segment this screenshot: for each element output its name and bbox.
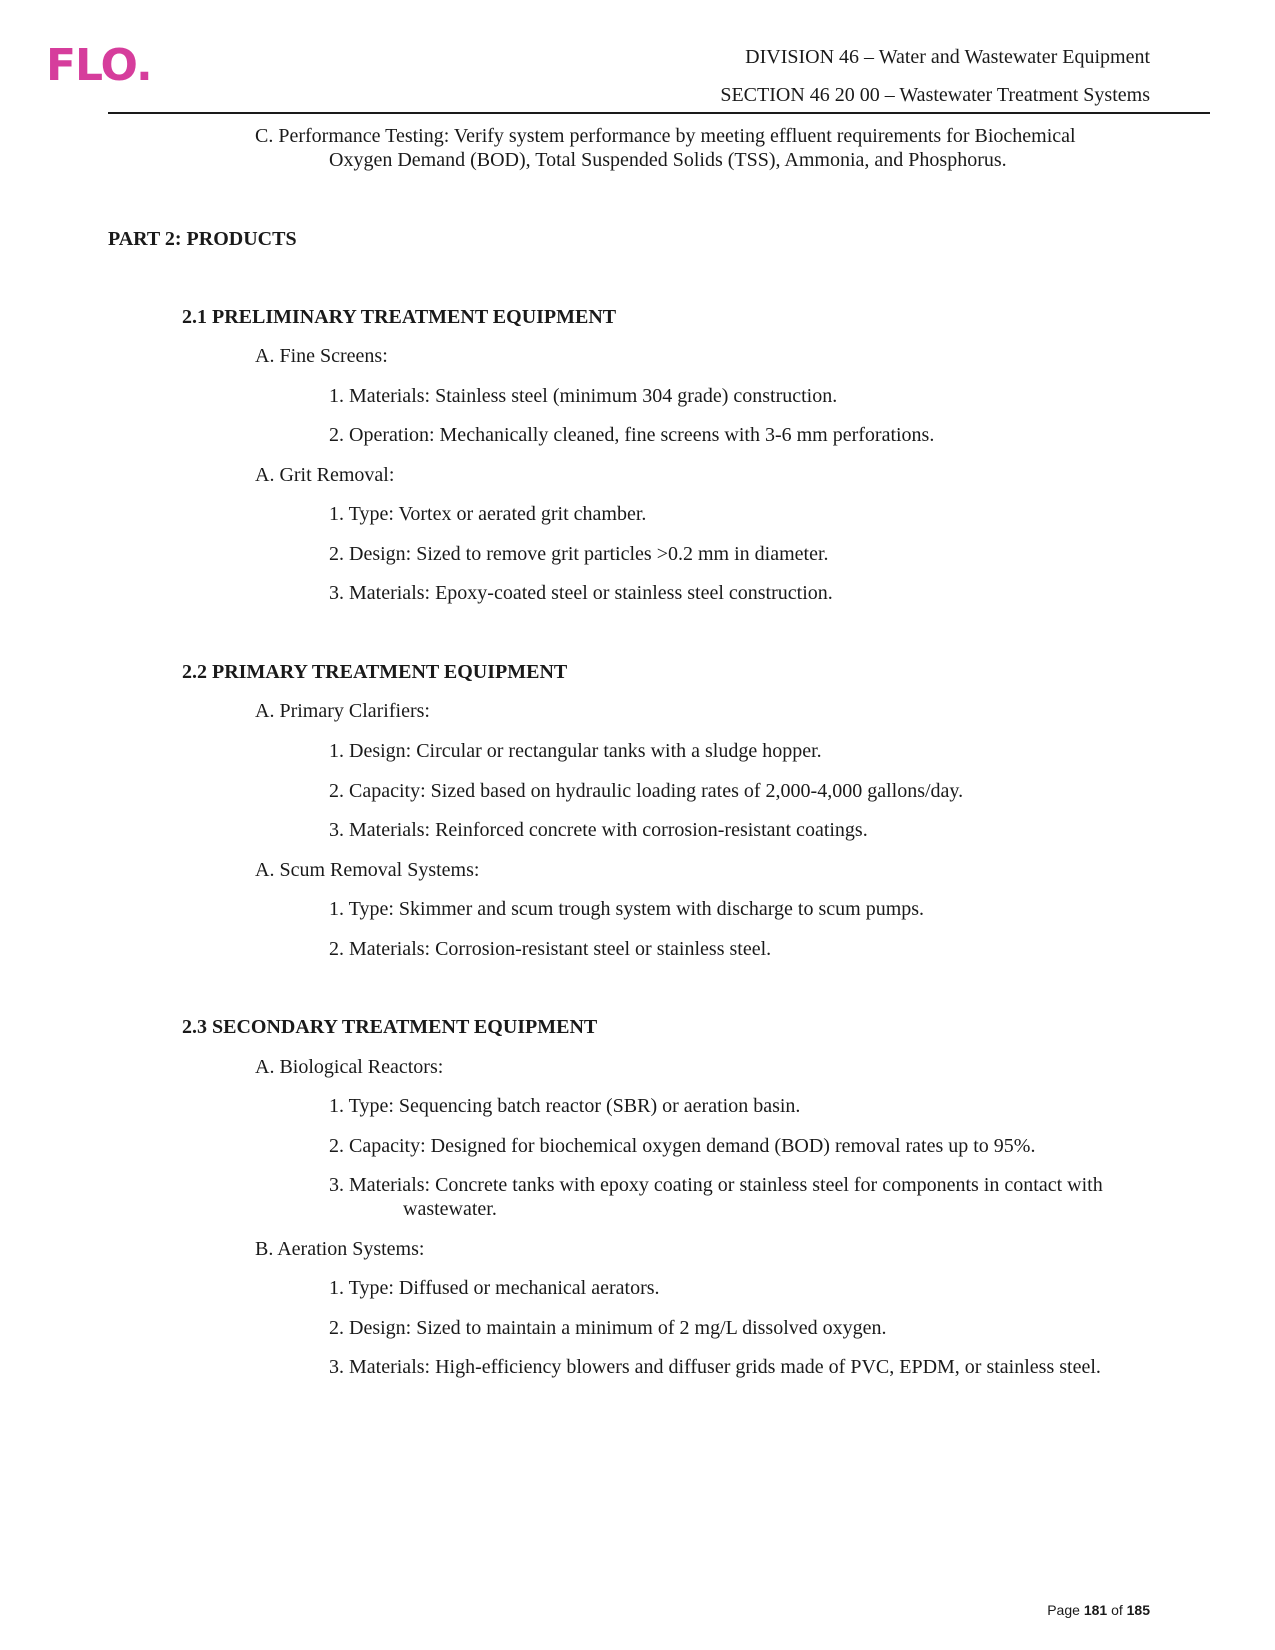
page-number [1047, 1603, 1150, 1617]
list-item: 2. Capacity: Sized based on hydraulic loading rates of 2,000-4,000 gallons/day. [329, 780, 964, 802]
subsection-label: A. Fine Screens: [255, 345, 388, 367]
subsection-label: A. Biological Reactors: [255, 1056, 444, 1078]
subsection-label: B. Aeration Systems: [255, 1238, 425, 1260]
list-item: 3. Materials: Reinforced concrete with corrosion-resistant coatings. [329, 819, 868, 841]
page-word: Page [1047, 1602, 1080, 1618]
list-item: 3. Materials: Concrete tanks with epoxy coating or stainless steel for components in contact with [329, 1174, 1103, 1196]
subsection-label: A. Grit Removal: [255, 464, 395, 486]
total-pages: 185 [1126, 1602, 1150, 1618]
list-item-continuation: wastewater. [403, 1198, 497, 1220]
list-item: 1. Type: Diffused or mechanical aerators. [329, 1277, 660, 1299]
subsection-label: A. Primary Clarifiers: [255, 700, 430, 722]
division-header: DIVISION 46 – Water and Wastewater Equipment [745, 46, 1150, 68]
section-heading: 2.3 SECONDARY TREATMENT EQUIPMENT [182, 1016, 598, 1038]
section-heading: 2.2 PRIMARY TREATMENT EQUIPMENT [182, 661, 568, 683]
section-heading: 2.1 PRELIMINARY TREATMENT EQUIPMENT [182, 306, 617, 328]
list-item: 1. Materials: Stainless steel (minimum 304 grade) construction. [329, 385, 838, 407]
performance-testing-line-1: C. Performance Testing: Verify system performance by meeting effluent requirements for Biochemical [255, 125, 1076, 147]
list-item: 3. Materials: High-efficiency blowers and diffuser grids made of PVC, EPDM, or stainless steel. [329, 1356, 1101, 1378]
list-item: 2. Operation: Mechanically cleaned, fine screens with 3-6 mm perforations. [329, 424, 935, 446]
list-item: 2. Materials: Corrosion-resistant steel or stainless steel. [329, 938, 772, 960]
flo-logo: FLO. [46, 40, 152, 91]
list-item: 1. Type: Vortex or aerated grit chamber. [329, 503, 647, 525]
list-item: 2. Design: Sized to maintain a minimum of 2 mg/L dissolved oxygen. [329, 1317, 887, 1339]
part-heading: PART 2: PRODUCTS [108, 228, 297, 250]
list-item: 1. Type: Sequencing batch reactor (SBR) or aeration basin. [329, 1095, 801, 1117]
list-item: 1. Design: Circular or rectangular tanks with a sludge hopper. [329, 740, 822, 762]
list-item: 3. Materials: Epoxy-coated steel or stainless steel construction. [329, 582, 833, 604]
performance-testing-line-2: Oxygen Demand (BOD), Total Suspended Solids (TSS), Ammonia, and Phosphorus. [329, 149, 1007, 171]
list-item: 2. Capacity: Designed for biochemical oxygen demand (BOD) removal rates up to 95%. [329, 1135, 1036, 1157]
header-rule [108, 112, 1210, 114]
list-item: 2. Design: Sized to remove grit particles >0.2 mm in diameter. [329, 543, 829, 565]
subsection-label: A. Scum Removal Systems: [255, 859, 480, 881]
current-page: 181 [1083, 1602, 1108, 1618]
of-word: of [1111, 1602, 1123, 1618]
section-header: SECTION 46 20 00 – Wastewater Treatment Systems [720, 84, 1150, 106]
list-item: 1. Type: Skimmer and scum trough system with discharge to scum pumps. [329, 898, 925, 920]
